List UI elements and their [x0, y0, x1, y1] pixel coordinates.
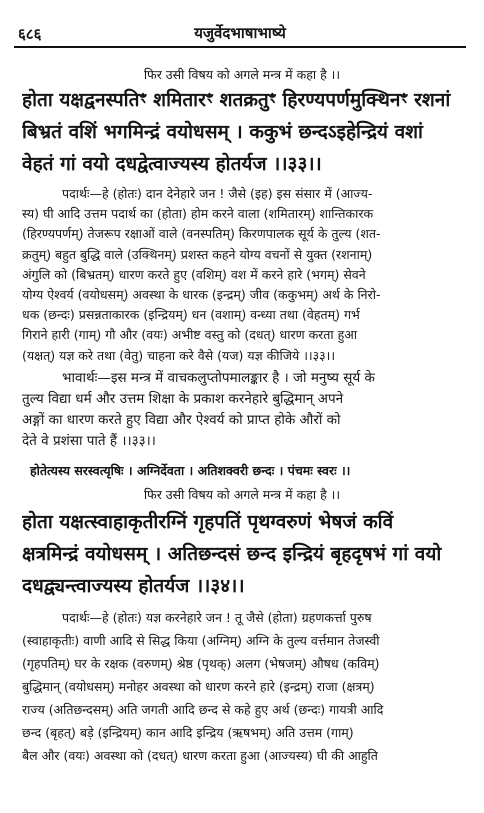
text-line: धक (छन्दः) प्रसन्नताकारक (इन्द्रियम्) धन (वशाम्) वन्ध्या तथा (वेहतम्) गर्भ — [22, 307, 360, 323]
text-line: छन्द (बृहत्) बड़े (इन्द्रियम्) कान आदि इन्द्रिय (ऋषभम्) अति उत्तम (गाम्) — [22, 725, 354, 740]
verse-33 — [22, 84, 470, 180]
text-line: योग्य ऐश्वर्य (वयोधसम्) अवस्था के धारक (इन्द्रम्) जीव (ककुभम्) अर्थ के निरो- — [22, 286, 381, 302]
text-line: (गृहपतिम्) घर के रक्षक (वरुणम्) श्रेष्ठ (पृथक्) अलग (भेषजम्) औषध (कविम्) — [22, 656, 380, 671]
text-line: अङ्गों का धारण करते हुए विद्या और ऐश्वर्य को प्राप्त होके औरों को — [22, 412, 341, 428]
rishi-devata-line: होतेत्यस्य सरस्वत्यृषिः । अग्निर्देवता । अतिशक्वरी छन्दः । पंचमः स्वरः ।। — [30, 463, 351, 478]
text-line: अंगुलि को (बिभ्रतम्) धारण करते हुए (वशिम्) वश में करने हारे (भगम्) सेवने — [22, 266, 366, 282]
page-number: ६८६ — [18, 25, 42, 43]
section-intro-1: फिर उसी विषय को अगले मन्त्र में कहा है ।। — [143, 67, 341, 82]
padartha-34 — [22, 606, 468, 767]
text-line: (यक्षत्) यज्ञ करे तथा (वेतु) चाहना करे वैसे (यज) यज्ञ कीजिये ।।३३।। — [22, 347, 336, 363]
text-line: (हिरण्यपर्णम्) तेजरूप रक्षाओं वाले (वनस्पतिम्) किरणपालक सूर्य के तुल्य (शत- — [22, 226, 381, 242]
verse-line: वेहतं गां वयो दधद्वेत्वाज्यस्य होतर्यज ।।३३।। — [22, 153, 322, 175]
verse-line: क्षत्रमिन्द्रं वयोधसम् । अतिछन्दसं छन्द इन्द्रियं बृहदृषभं गां वयो — [22, 543, 442, 565]
text-line: स्य) घी आदि उत्तम पदार्थ का (होता) होम करने वाला (शमितारम्) शान्तिकारक — [22, 206, 374, 222]
text-line: बैल और (वयः) अवस्था को (दधत्) धारण करता हुआ (आज्यस्य) घी की आहुति — [22, 748, 378, 763]
header-rule — [14, 46, 466, 48]
running-title: यजुर्वेदभाषाभाष्ये — [194, 24, 286, 42]
text-line: तुल्य विद्या धर्म और उत्तम शिक्षा के प्रकाश करनेहारे बुद्धिमान् अपने — [22, 391, 344, 407]
padartha-33 — [22, 184, 468, 366]
section-intro-2: फिर उसी विषय को अगले मन्त्र में कहा है ।। — [143, 487, 341, 502]
text-line: (स्वाहाकृतीः) वाणी आदि से सिद्ध किया (अग्निम्) अग्नि के तुल्य वर्त्तमान तेजस्वी — [22, 633, 380, 648]
text-line: क्रतुम्) बहुत बुद्धि वाले (उक्थिनम्) प्रशस्त कहने योग्य वचनों से युक्त (रशनाम्) — [22, 246, 373, 262]
bhavartha-33 — [22, 368, 468, 452]
text-line: गिराने हारी (गाम्) गौ और (वयः) अभीष्ट वस्तु को (दधत्) धारण करता हुआ — [22, 327, 358, 343]
verse-line: दधद्व्यन्त्वाज्यस्य होतर्यज ।।३४।। — [22, 575, 245, 597]
verse-34 — [22, 506, 470, 602]
page-header — [14, 18, 466, 46]
verse-line: बिभ्रतं वशिं भगमिन्द्रं वयोधसम् । ककुभं छन्दऽइहेन्द्रियं वशां — [22, 121, 423, 143]
verse-line: होता यक्षत्स्वाहाकृतीरग्निं गृहपतिं पृथग्वरुणं भेषजं कविं — [22, 511, 394, 533]
text-line: पदार्थः—हे (होतः) यज्ञ करनेहारे जन ! तू जैसे (होता) ग्रहणकर्त्ता पुरुष — [62, 610, 372, 625]
text-line: भावार्थः—इस मन्त्र में वाचकलुप्तोपमालङ्कार है । जो मनुष्य सूर्य के — [62, 370, 375, 386]
text-line: राज्य (अतिछन्दसम्) अति जगती आदि छन्द से कहे हुए अर्थ (छन्दः) गायत्री आदि — [22, 702, 384, 717]
text-line: देते वे प्रशंसा पाते हैं ।।३३।। — [22, 433, 156, 449]
text-line: पदार्थः—हे (होतः) दान देनेहारे जन ! जैसे (इह) इस संसार में (आज्य- — [62, 186, 373, 201]
verse-line: होता यक्षद्वनस्पतिꣳ शमितारꣳ शतक्रतुꣳ हिरण्यपर्णमुक्थिनꣳ रशनां — [22, 89, 451, 111]
text-line: बुद्धिमान् (वयोधसम्) मनोहर अवस्था को धारण करने हारे (इन्द्रम्) राजा (क्षत्रम्) — [22, 679, 375, 694]
